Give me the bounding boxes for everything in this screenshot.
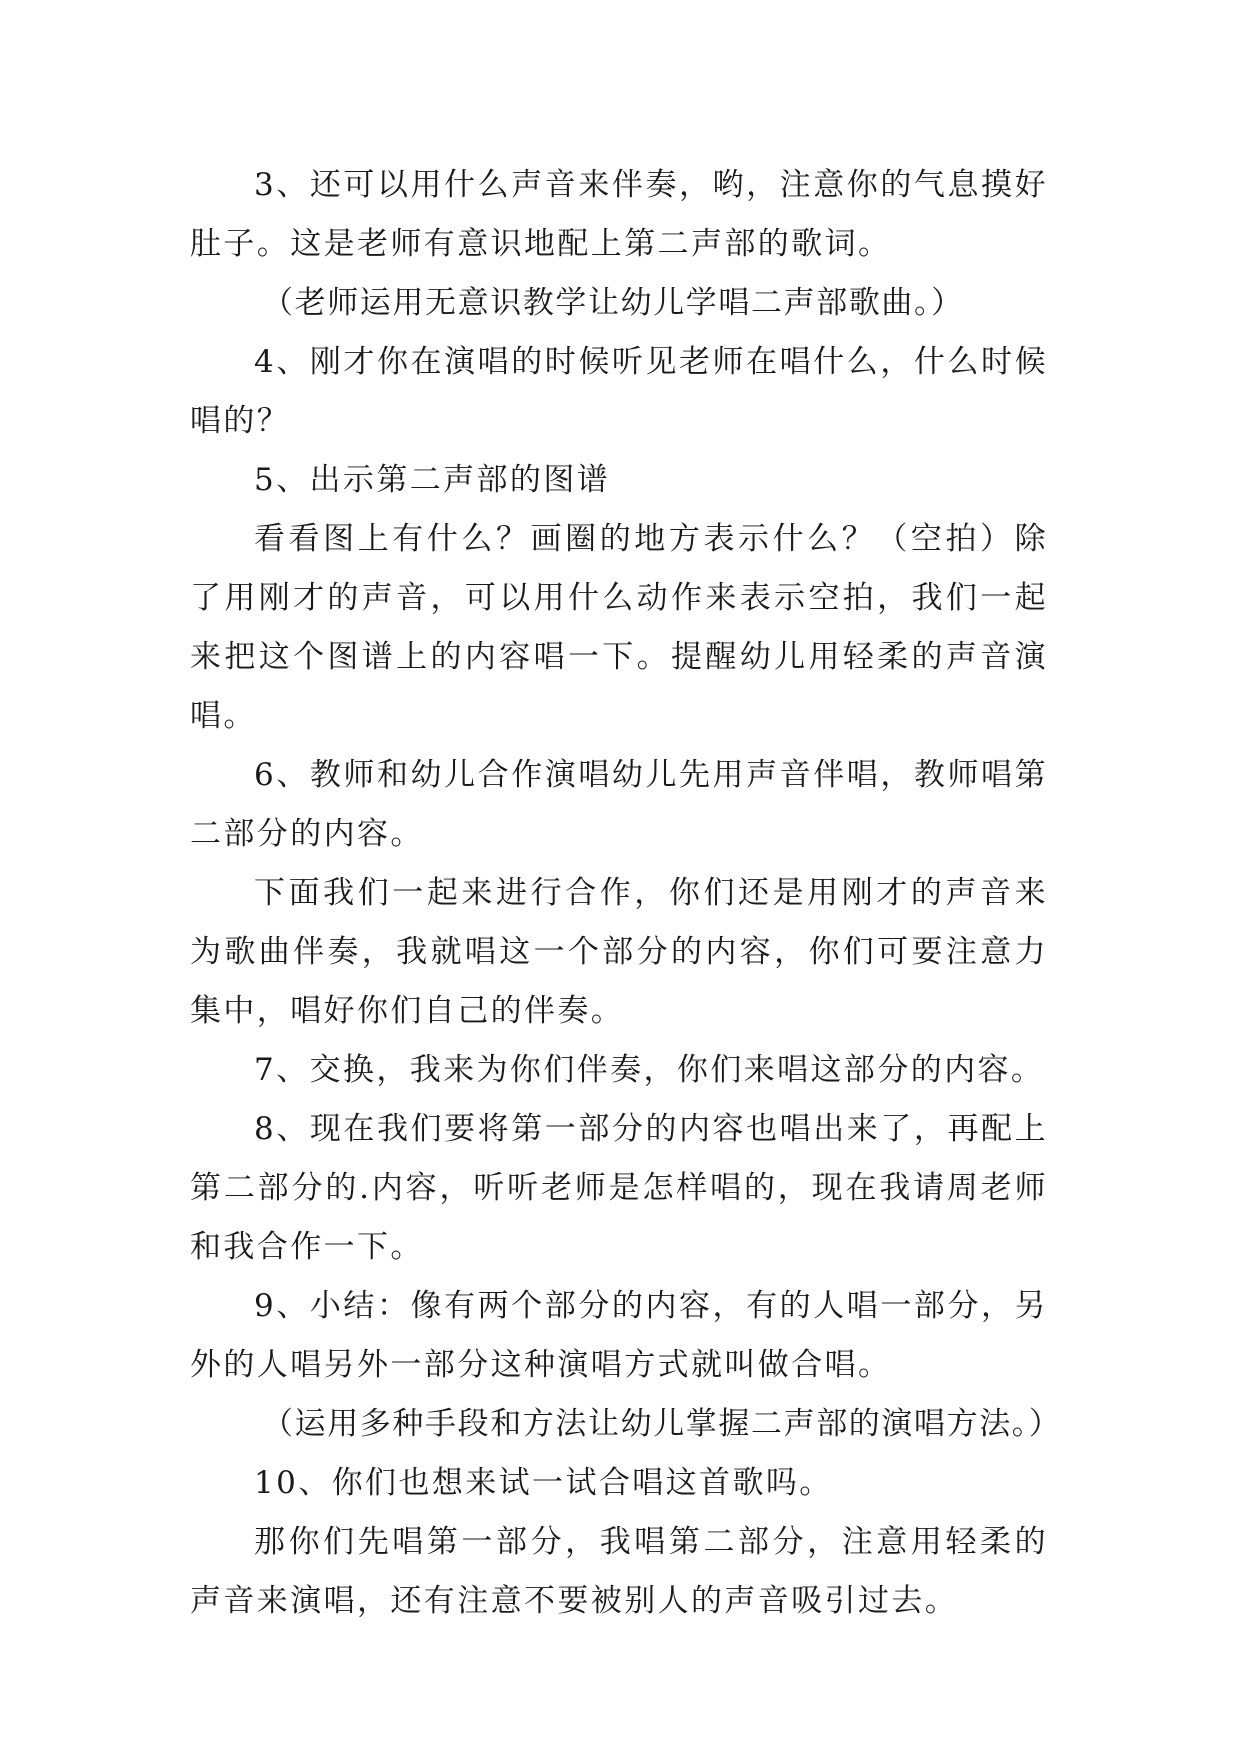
paragraph-step-9: 9、小结：像有两个部分的内容，有的人唱一部分，另外的人唱另外一部分这种演唱方式就叫做合唱。 — [190, 1288, 1048, 1383]
document-page — [190, 156, 1062, 1631]
paragraph-step-10: 10、你们也想来试一试合唱这首歌吗。 — [254, 1465, 833, 1501]
paragraph-step-10-detail: 那你们先唱第一部分，我唱第二部分，注意用轻柔的声音来演唱，还有注意不要被别人的声音吸引过去。 — [190, 1524, 1048, 1619]
paragraph-step-5-detail: 看看图上有什么？画圈的地方表示什么？（空拍）除了用刚才的声音，可以用什么动作来表示空拍，我们一起来把这个图谱上的内容唱一下。提醒幼儿用轻柔的声音演唱。 — [190, 521, 1048, 734]
paragraph-note-2: （运用多种手段和方法让幼儿掌握二声部的演唱方法。） — [262, 1406, 1062, 1442]
paragraph-note-1: （老师运用无意识教学让幼儿学唱二声部歌曲。） — [262, 285, 964, 321]
paragraph-step-8: 8、现在我们要将第一部分的内容也唱出来了，再配上第二部分的.内容，听听老师是怎样唱的，现在我请周老师和我合作一下。 — [190, 1111, 1048, 1265]
paragraph-step-6-detail: 下面我们一起来进行合作，你们还是用刚才的声音来为歌曲伴奏，我就唱这一个部分的内容，你们可要注意力集中，唱好你们自己的伴奏。 — [190, 875, 1048, 1029]
paragraph-step-6: 6、教师和幼儿合作演唱幼儿先用声音伴唱，教师唱第二部分的内容。 — [190, 757, 1048, 852]
paragraph-step-5: 5、出示第二声部的图谱 — [254, 462, 611, 498]
paragraph-step-7: 7、交换，我来为你们伴奏，你们来唱这部分的内容。 — [254, 1052, 1045, 1088]
paragraph-step-3: 3、还可以用什么声音来伴奏，哟，注意你的气息摸好肚子。这是老师有意识地配上第二声部的歌词。 — [190, 167, 1048, 262]
paragraph-step-4: 4、刚才你在演唱的时候听见老师在唱什么，什么时候唱的？ — [190, 344, 1048, 439]
